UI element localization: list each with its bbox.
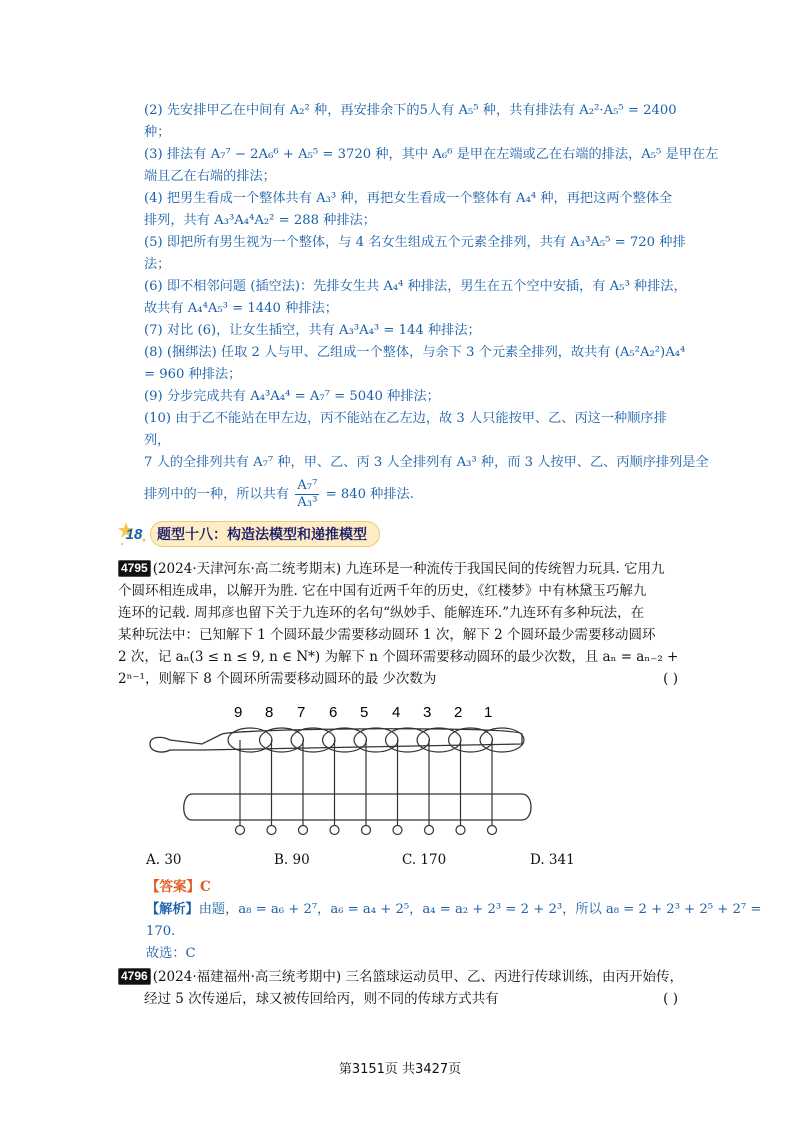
- nine-rings-figure: [142, 700, 682, 840]
- ring-number: 9: [234, 704, 243, 721]
- solution-last-suffix: = 840 种排法.: [325, 487, 414, 502]
- ring-number: 7: [297, 704, 306, 721]
- answer-tag: 【答案】: [146, 879, 200, 894]
- answer-parenthesis: ( ): [663, 671, 678, 687]
- solution-line: (6) 即不相邻问题 (插空法)：先排女生共 A₄⁴ 种排法，男生在五个空中安插，有 A₅³ 种排法，: [144, 279, 687, 294]
- ring-knob: [456, 826, 465, 835]
- option-b[interactable]: B. 90: [274, 852, 310, 868]
- fraction-numerator: A₇⁷: [297, 478, 318, 493]
- ring-shape: [480, 728, 524, 752]
- solution-line: 列，: [144, 433, 171, 448]
- solution-line: 故共有 A₄⁴A₅³ = 1440 种排法；: [144, 301, 338, 316]
- ring-number: 1: [484, 704, 493, 721]
- question-line: [118, 668, 678, 690]
- analysis-tag: 【解析】: [146, 901, 199, 916]
- star-badge-icon: [118, 520, 150, 548]
- analysis-block: [146, 898, 762, 965]
- analysis-line: 170.: [146, 924, 176, 939]
- solution-line: 种；: [144, 125, 171, 140]
- answer-value: C: [200, 879, 211, 895]
- question-text: 经过 5 次传递后，球又被传回给丙，则不同的传球方式共有: [144, 991, 499, 1007]
- question-line: 个圆环相连成串，以解开为胜. 它在中国有近两千年的历史，《红楼梦》中有林黛玉巧解九: [118, 583, 647, 599]
- question-number: 4795: [118, 560, 151, 577]
- question-number: 4796: [118, 968, 151, 985]
- question-line: [118, 966, 683, 988]
- solution-line: 法；: [144, 257, 171, 272]
- option-c[interactable]: C. 170: [402, 852, 447, 868]
- option-d[interactable]: D. 341: [530, 852, 575, 868]
- ring-knob: [393, 826, 402, 835]
- ring-number: 4: [392, 704, 401, 721]
- solution-line: = 960 种排法；: [144, 367, 242, 382]
- analysis-line: [146, 898, 762, 921]
- solution-line: (10) 由于乙不能站在甲左边，丙不能站在乙左边，故 3 人只能按甲、乙、丙这一种顺序排: [144, 411, 667, 426]
- ring-number: 5: [360, 704, 369, 721]
- ring-number: 2: [454, 704, 463, 721]
- fraction: [295, 478, 319, 511]
- ring-knob: [236, 826, 245, 835]
- ring-number-labels: [142, 704, 682, 724]
- question-line: [118, 558, 678, 580]
- question-line: [118, 988, 678, 1010]
- question-text: 2ⁿ⁻¹，则解下 8 个圆环所需要移动圆环的最 少次数为: [118, 671, 437, 687]
- question-text: (2024·福建福州·高三统考期中) 三名篮球运动员甲、乙、丙进行传球训练，由丙开始传，: [152, 969, 683, 985]
- answer-line: [146, 876, 211, 898]
- solution-line: (5) 即把所有男生视为一个整体，与 4 名女生组成五个元素全排列，共有 A₃³A₅⁵ = 720 种排: [144, 235, 686, 250]
- section-title: 题型十八：构造法模型和递推模型: [150, 521, 380, 547]
- question-line: 某种玩法中：已知解下 1 个圆环最少需要移动圆环 1 次，解下 2 个圆环最少需要移动圆环: [118, 627, 656, 643]
- question-text: (2024·天津河东·高二统考期末) 九连环是一种流传于我国民间的传统智力玩具. 它用九: [152, 561, 665, 577]
- answer-parenthesis: ( ): [663, 991, 678, 1007]
- fraction-denominator: A₃³: [297, 495, 318, 510]
- ring-number: 3: [423, 704, 432, 721]
- solution-line: (9) 分步完成共有 A₄³A₄⁴ = A₇⁷ = 5040 种排法；: [144, 389, 440, 404]
- ring-knob: [362, 826, 371, 835]
- solution-line: 排列，共有 A₃³A₄⁴A₂² = 288 种排法；: [144, 213, 376, 228]
- ring-knob: [425, 826, 434, 835]
- question-4796: [118, 966, 683, 1010]
- ring-knob: [267, 826, 276, 835]
- answer-options: [146, 852, 666, 868]
- ring-number: 8: [265, 704, 274, 721]
- solution-line: (4) 把男生看成一个整体共有 A₃³ 种，再把女生看成一个整体有 A₄⁴ 种，再把这两个整体全: [144, 191, 673, 206]
- solution-line: (8) (捆绑法) 任取 2 人与甲、乙组成一个整体，与余下 3 个元素全排列，故共有 (A₅²A₂²)A₄⁴: [144, 345, 686, 360]
- ring-knob: [299, 826, 308, 835]
- solution-block: [144, 100, 719, 511]
- solution-last-prefix: 排列中的一种，所以共有: [144, 487, 290, 502]
- analysis-line: 故选：C: [146, 946, 196, 961]
- solution-line: 7 人的全排列共有 A₇⁷ 种，甲、乙、丙 3 人全排列有 A₃³ 种，而 3 人按甲、乙、丙顺序排列是全: [144, 455, 709, 470]
- section-number: 18: [125, 525, 143, 543]
- ring-knob: [330, 826, 339, 835]
- question-4795: [118, 558, 678, 690]
- solution-line: 端且乙在右端的排法；: [144, 169, 276, 184]
- question-line: 连环的记载. 周邦彦也留下关于九连环的名句“纵妙手、能解连环.”九连环有多种玩法，在: [118, 605, 645, 621]
- ring-knob: [488, 826, 497, 835]
- analysis-text: 由题，a₈ = a₆ + 2⁷，a₆ = a₄ + 2⁵，a₄ = a₂ + 2³ = 2 + 2³，所以 a₈ = 2 + 2³ + 2⁵ + 2⁷ =: [198, 902, 762, 917]
- solution-last-line: [144, 478, 674, 511]
- solution-line: (2) 先安排甲乙在中间有 A₂² 种，再安排余下的5人有 A₅⁵ 种，共有排法有 A₂²·A₅⁵ = 2400: [144, 103, 677, 118]
- ring-number: 6: [329, 704, 338, 721]
- question-line: 2 次，记 aₙ(3 ≤ n ≤ 9, n ∈ N*) 为解下 n 个圆环需要移动圆环的最少次数，且 aₙ = aₙ₋₂ +: [118, 649, 679, 665]
- solution-line: (7) 对比 (6)，让女生插空，共有 A₃³A₄³ = 144 种排法；: [144, 323, 481, 338]
- option-a[interactable]: A. 30: [146, 852, 182, 868]
- section-heading: [118, 520, 380, 548]
- solution-line: (3) 排法有 A₇⁷ − 2A₆⁶ + A₅⁵ = 3720 种，其中 A₆⁶ 是甲在左端或乙在右端的排法，A₅⁵ 是甲在左: [144, 147, 719, 162]
- page-footer: 第3151页 共3427页: [338, 1062, 462, 1077]
